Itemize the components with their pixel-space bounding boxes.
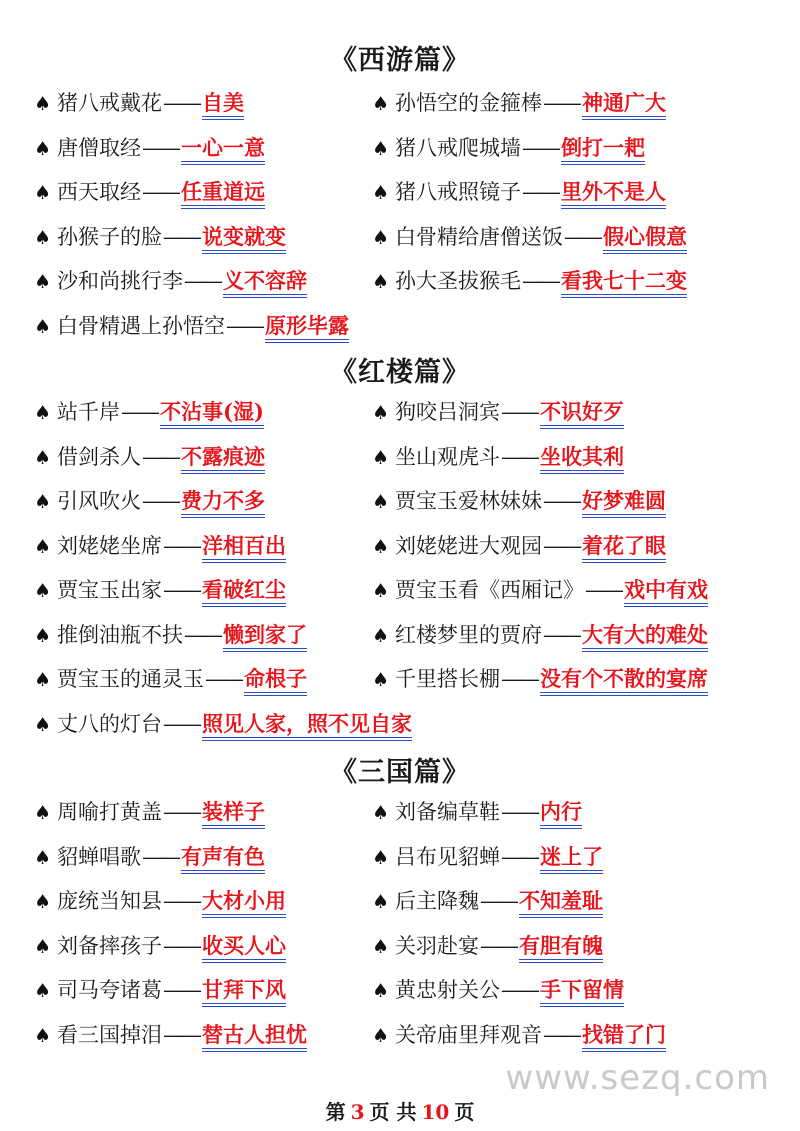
- idiom-riddle: 推倒油瓶不扶: [57, 622, 184, 647]
- idiom-riddle: 白骨精给唐僧送饭: [395, 224, 564, 249]
- idiom-answer: 不露痕迹: [181, 444, 265, 474]
- idiom-item: [372, 663, 708, 695]
- idiom-answer: 任重道远: [181, 179, 265, 209]
- dash-separator: ——: [501, 444, 538, 469]
- idiom-answer: 照见人家，照不见自家: [202, 711, 412, 741]
- spade-icon: ♠: [34, 980, 52, 1002]
- idiom-item: [372, 619, 708, 651]
- idiom-answer: 懒到家了: [223, 622, 307, 652]
- idiom-riddle: 刘姥姥坐席: [57, 533, 163, 558]
- idiom-riddle: 千里搭长棚: [395, 667, 501, 691]
- spade-icon: ♠: [372, 1024, 390, 1047]
- idiom-answer: 替古人担忧: [202, 1022, 307, 1052]
- spade-icon: ♠: [372, 446, 390, 469]
- dash-separator: ——: [226, 313, 263, 338]
- dash-separator: ——: [184, 622, 221, 647]
- spade-icon: ♠: [34, 846, 52, 869]
- footer-middle: 页 共: [369, 1100, 417, 1124]
- idiom-item: [372, 1019, 666, 1051]
- idiom-item: [372, 132, 645, 164]
- idiom-answer: 有胆有魄: [519, 933, 603, 963]
- dash-separator: ——: [163, 978, 200, 1002]
- dash-separator: ——: [564, 224, 601, 249]
- spade-icon: ♠: [34, 491, 52, 513]
- idiom-answer: 说变就变: [202, 224, 286, 254]
- dash-separator: ——: [163, 711, 200, 736]
- idiom-answer: 坐收其利: [540, 444, 624, 474]
- spade-icon: ♠: [372, 802, 390, 824]
- spade-icon: ♠: [372, 93, 390, 115]
- dash-separator: ——: [205, 667, 242, 691]
- idiom-answer: 戏中有戏: [624, 577, 708, 607]
- dash-separator: ——: [543, 91, 580, 115]
- idiom-riddle: 红楼梦里的贾府: [395, 622, 543, 647]
- spade-icon: ♠: [34, 271, 52, 293]
- idiom-riddle: 唐僧取经: [57, 135, 142, 160]
- idiom-riddle: 丈八的灯台: [57, 711, 163, 736]
- idiom-riddle: 孙猴子的脸: [57, 224, 163, 249]
- idiom-answer: 看我七十二变: [561, 268, 687, 298]
- idiom-answer: 假心假意: [603, 224, 687, 254]
- idiom-answer: 原形毕露: [265, 313, 349, 343]
- dash-separator: ——: [522, 135, 559, 160]
- idiom-riddle: 贾宝玉出家: [57, 578, 163, 602]
- idiom-item: [372, 176, 666, 208]
- idiom-item: [34, 619, 307, 651]
- idiom-riddle: 关帝庙里拜观音: [395, 1022, 543, 1047]
- idiom-riddle: 庞统当知县: [57, 889, 163, 913]
- idiom-item: [34, 396, 264, 428]
- dash-separator: ——: [522, 180, 559, 204]
- spade-icon: ♠: [34, 226, 52, 249]
- dash-separator: ——: [142, 135, 179, 160]
- idiom-riddle: 贾宝玉看《西厢记》: [395, 578, 585, 602]
- dash-separator: ——: [142, 489, 179, 513]
- dash-separator: ——: [142, 444, 179, 469]
- idiom-item: [372, 265, 687, 297]
- idiom-item: [34, 310, 349, 342]
- idiom-riddle: 看三国掉泪: [57, 1022, 163, 1047]
- idiom-item: [34, 885, 286, 917]
- section-title: 《西游篇》: [330, 45, 470, 76]
- dash-separator: ——: [522, 269, 559, 293]
- idiom-answer: 一心一意: [181, 135, 265, 165]
- idiom-answer: 不沾事(湿): [160, 399, 264, 429]
- idiom-riddle: 站千岸: [57, 400, 121, 424]
- idiom-item: [34, 708, 412, 740]
- dash-separator: ——: [543, 1022, 580, 1047]
- watermark: www.sezq.com: [505, 1058, 770, 1098]
- idiom-item: [34, 930, 286, 962]
- spade-icon: ♠: [34, 713, 52, 736]
- idiom-riddle: 吕布见貂蝉: [395, 844, 501, 869]
- idiom-item: [372, 841, 603, 873]
- idiom-riddle: 司马夸诸葛: [57, 978, 163, 1002]
- dash-separator: ——: [163, 91, 200, 115]
- idiom-item: [34, 841, 265, 873]
- spade-icon: ♠: [34, 802, 52, 824]
- idiom-riddle: 刘备编草鞋: [395, 800, 501, 824]
- spade-icon: ♠: [34, 93, 52, 115]
- spade-icon: ♠: [34, 446, 52, 469]
- dash-separator: ——: [163, 578, 200, 602]
- idiom-item: [34, 87, 244, 119]
- idiom-riddle: 后主降魏: [395, 889, 480, 913]
- dash-separator: ——: [163, 889, 200, 913]
- dash-separator: ——: [163, 533, 200, 558]
- idiom-answer: 自美: [202, 90, 244, 120]
- idiom-riddle: 猪八戒照镜子: [395, 180, 522, 204]
- idiom-item: [34, 663, 307, 695]
- idiom-riddle: 黄忠射关公: [395, 978, 501, 1002]
- idiom-answer: 甘拜下风: [202, 977, 286, 1007]
- dash-separator: ——: [184, 269, 221, 293]
- dash-separator: ——: [501, 667, 538, 691]
- idiom-item: [34, 974, 286, 1006]
- dash-separator: ——: [163, 1022, 200, 1047]
- spade-icon: ♠: [34, 182, 52, 204]
- spade-icon: ♠: [34, 402, 52, 424]
- section-title: 《红楼篇》: [330, 357, 470, 388]
- idiom-answer: 着花了眼: [582, 533, 666, 563]
- idiom-item: [34, 530, 286, 562]
- spade-icon: ♠: [34, 624, 52, 647]
- idiom-answer: 洋相百出: [202, 533, 286, 563]
- dash-separator: ——: [501, 400, 538, 424]
- idiom-item: [34, 176, 265, 208]
- spade-icon: ♠: [34, 315, 52, 338]
- idiom-answer: 内行: [540, 799, 582, 829]
- idiom-answer: 大有大的难处: [582, 622, 708, 652]
- idiom-item: [34, 221, 286, 253]
- idiom-answer: 看破红尘: [202, 577, 286, 607]
- idiom-item: [34, 132, 265, 164]
- idiom-riddle: 孙悟空的金箍棒: [395, 91, 543, 115]
- dash-separator: ——: [142, 180, 179, 204]
- idiom-item: [34, 485, 265, 517]
- spade-icon: ♠: [372, 402, 390, 424]
- idiom-item: [372, 930, 603, 962]
- idiom-answer: 有声有色: [181, 844, 265, 874]
- spade-icon: ♠: [372, 669, 390, 691]
- idiom-item: [372, 974, 624, 1006]
- footer-prefix: 第: [325, 1100, 346, 1124]
- spade-icon: ♠: [372, 891, 390, 913]
- idiom-answer: 神通广大: [582, 90, 666, 120]
- spade-icon: ♠: [372, 491, 390, 513]
- idiom-riddle: 周喻打黄盖: [57, 800, 163, 824]
- spade-icon: ♠: [372, 846, 390, 869]
- idiom-answer: 手下留情: [540, 977, 624, 1007]
- dash-separator: ——: [163, 933, 200, 958]
- dash-separator: ——: [163, 800, 200, 824]
- idiom-answer: 大材小用: [202, 888, 286, 918]
- dash-separator: ——: [501, 844, 538, 869]
- idiom-riddle: 孙大圣拔猴毛: [395, 269, 522, 293]
- idiom-item: [372, 796, 582, 828]
- idiom-answer: 费力不多: [181, 488, 265, 518]
- dash-separator: ——: [501, 800, 538, 824]
- idiom-riddle: 貂蝉唱歌: [57, 844, 142, 869]
- spade-icon: ♠: [372, 226, 390, 249]
- idiom-answer: 不知羞耻: [519, 888, 603, 918]
- spade-icon: ♠: [34, 935, 52, 958]
- idiom-answer: 命根子: [244, 666, 307, 696]
- idiom-answer: 装样子: [202, 799, 265, 829]
- idiom-item: [372, 574, 708, 606]
- footer-total-pages: 10: [421, 1100, 450, 1124]
- dash-separator: ——: [543, 489, 580, 513]
- idiom-answer: 义不容辞: [223, 268, 307, 298]
- idiom-item: [372, 221, 687, 253]
- idiom-item: [372, 396, 624, 428]
- idiom-riddle: 白骨精遇上孙悟空: [57, 313, 226, 338]
- spade-icon: ♠: [372, 271, 390, 293]
- idiom-item: [34, 796, 265, 828]
- spade-icon: ♠: [372, 535, 390, 558]
- idiom-riddle: 引风吹火: [57, 489, 142, 513]
- spade-icon: ♠: [372, 182, 390, 204]
- dash-separator: ——: [163, 224, 200, 249]
- idiom-item: [372, 530, 666, 562]
- spade-icon: ♠: [372, 580, 390, 602]
- idiom-riddle: 刘姥姥进大观园: [395, 533, 543, 558]
- idiom-item: [34, 441, 265, 473]
- idiom-riddle: 猪八戒爬城墙: [395, 135, 522, 160]
- dash-separator: ——: [142, 844, 179, 869]
- idiom-riddle: 贾宝玉爱林妹妹: [395, 489, 543, 513]
- dash-separator: ——: [480, 889, 517, 913]
- idiom-answer: 里外不是人: [561, 179, 666, 209]
- idiom-riddle: 西天取经: [57, 180, 142, 204]
- idiom-item: [372, 885, 603, 917]
- footer-page-number: 3: [350, 1100, 365, 1124]
- idiom-answer: 不识好歹: [540, 399, 624, 429]
- idiom-answer: 找错了门: [582, 1022, 666, 1052]
- idiom-answer: 收买人心: [202, 933, 286, 963]
- spade-icon: ♠: [34, 1024, 52, 1047]
- spade-icon: ♠: [34, 137, 52, 160]
- idiom-item: [34, 574, 286, 606]
- spade-icon: ♠: [372, 624, 390, 647]
- dash-separator: ——: [121, 400, 158, 424]
- section-title: 《三国篇》: [330, 757, 470, 788]
- idiom-item: [372, 485, 666, 517]
- footer-suffix: 页: [454, 1100, 475, 1124]
- idiom-riddle: 沙和尚挑行李: [57, 269, 184, 293]
- idiom-answer: 迷上了: [540, 844, 603, 874]
- idiom-item: [34, 265, 307, 297]
- idiom-riddle: 借剑杀人: [57, 444, 142, 469]
- idiom-riddle: 刘备摔孩子: [57, 933, 163, 958]
- idiom-riddle: 猪八戒戴花: [57, 91, 163, 115]
- dash-separator: ——: [543, 533, 580, 558]
- spade-icon: ♠: [372, 935, 390, 958]
- idiom-riddle: 坐山观虎斗: [395, 444, 501, 469]
- dash-separator: ——: [543, 622, 580, 647]
- idiom-item: [372, 441, 624, 473]
- spade-icon: ♠: [372, 137, 390, 160]
- idiom-riddle: 贾宝玉的通灵玉: [57, 667, 205, 691]
- idiom-riddle: 狗咬吕洞宾: [395, 400, 501, 424]
- spade-icon: ♠: [34, 669, 52, 691]
- spade-icon: ♠: [34, 535, 52, 558]
- idiom-riddle: 关羽赴宴: [395, 933, 480, 958]
- spade-icon: ♠: [34, 580, 52, 602]
- spade-icon: ♠: [372, 980, 390, 1002]
- idiom-answer: 好梦难圆: [582, 488, 666, 518]
- dash-separator: ——: [501, 978, 538, 1002]
- page-footer: [0, 1096, 800, 1125]
- idiom-item: [372, 87, 666, 119]
- spade-icon: ♠: [34, 891, 52, 913]
- idiom-answer: 倒打一耙: [561, 135, 645, 165]
- dash-separator: ——: [480, 933, 517, 958]
- dash-separator: ——: [585, 578, 622, 602]
- idiom-item: [34, 1019, 307, 1051]
- idiom-answer: 没有个不散的宴席: [540, 666, 708, 696]
